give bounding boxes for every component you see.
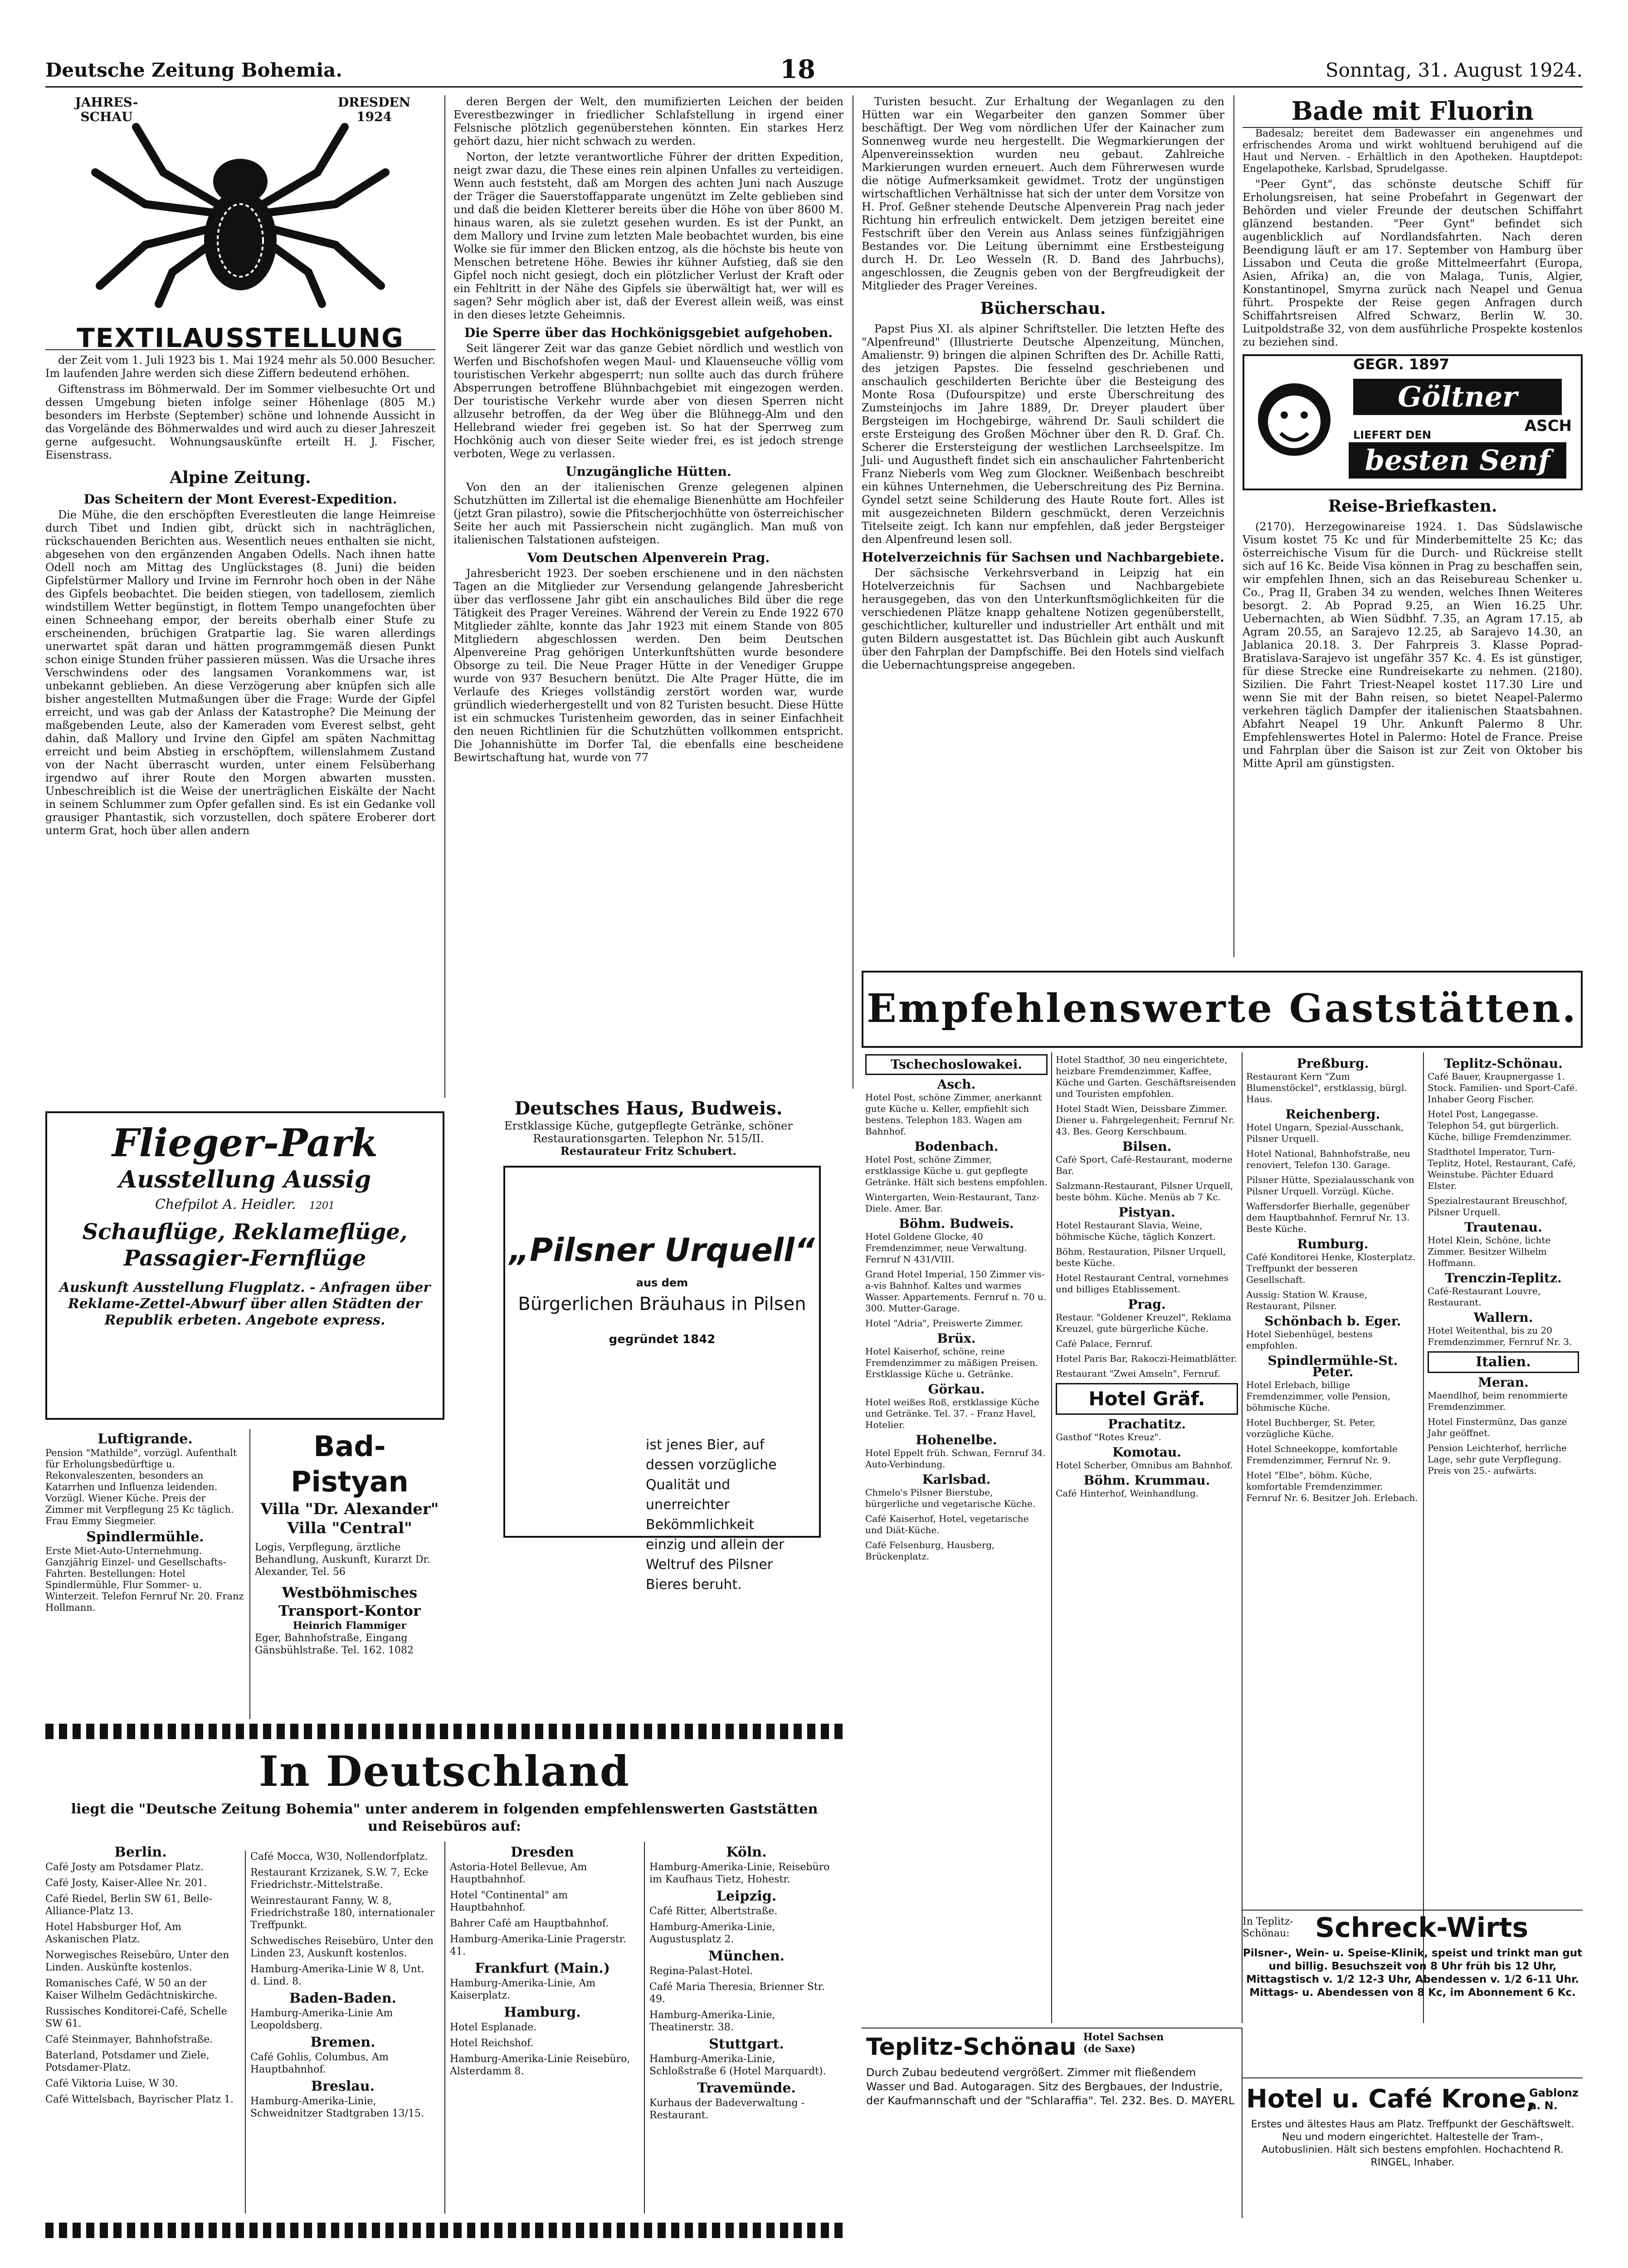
empf-city: Prag.	[1128, 1297, 1166, 1312]
list-item: Maendlhof, beim renommierte Fremdenzimmer.	[1428, 1390, 1568, 1412]
list-item: Hamburg-Amerika-Linie, Schloßstraße 6 (Hotel Marquardt).	[649, 2053, 826, 2077]
list-item: Café Viktoria Luise, W 30.	[45, 2078, 178, 2089]
column-2	[453, 95, 843, 1089]
krone-city: Gablonz a. N.	[1529, 2087, 1579, 2112]
list-item: Hamburg-Amerika-Linie W 8, Unt. d. Lind. 8.	[250, 1964, 424, 1987]
bohmerwald-article: Giftenstrass im Böhmerwald. Der im Sommer vielbesuchte Ort und dessen Umgebung bieten infolge seiner Höhenlage (805 M.) besonders im Herbste (September) schöne und lohnende Aussicht in das Vorgelände des Böhmerwaldes und wird auch zu dieser Jahreszeit gerne aufgesucht. Wohnungsauskünfte erteilt H. J. Fischer, Eisenstrass.	[45, 383, 435, 461]
list-item: Hotel Reichshof.	[450, 2038, 534, 2049]
everest-article: Die Mühe, die den erschöpften Everestleuten die lange Heimreise durch Tibet und Indien gibt, drückt sich in nachträglichen, rückschauenden Berichten aus. Wesentlich neues enthalten sie nicht, abgesehen von den ergänzenden Angaben Odells. Nach ihnen hatte Odell noch am Mittag des Unglückstages (8. Juni) die beiden Gipfelstürmer Mallory und Irvine im Fernrohr hoch oben in der Nähe des Gipfels beobachtet. Die beiden stiegen, von tadellosem, ziemlich windstillem Wetter begünstigt, in flottem Tempo unangefochten über einen Schneehang empor, der bereits oberhalb einer Stufe zu erscheinenden, brüchigen Gratpartie lag. Sie waren allerdings unerwartet spät daran und hätten programmgemäß diesen Punkt schon einige Stunden früher passieren müssen. Was die Ursache ihres Verschwindens oder des langsamen Vorankommens war, ist unbekannt geblieben. An diese Verzögerung aber knüpfen sich alle bisher angestellten Mutmaßungen über die Frage: Wurde der Gipfel erreicht, und was gab der Anlass der Katastrophe? Die Meinung der maßgebenden Leute, also der Kameraden vom Everest selbst, geht dahin, daß Mallory und Irvine den Gipfel am späten Nachmittag erreicht und beim Abstieg in erschöpftem, willenslahmem Zustand von der Nacht überrascht wurden, unter einem Felsüberhang irgendwo auf ihrer Route den Morgen abwarten mussten. Unbeschreiblich ist die Weise der unerträglichen Eiskälte der Nacht in seinem Schlummer zum Opfer gefallen sind. Es ist ein Gedanke voll grausiger Phantastik, sich vorzustellen, doch spätere Eroberer dort unterm Grat, hoch über allen andern	[45, 508, 435, 837]
newspaper-page	[45, 54, 1583, 2268]
list-item: Hotel Restaurant Central, vornehmes und billiges Etablissement.	[1056, 1272, 1229, 1295]
list-item: Astoria-Hotel Bellevue, Am Hauptbahnhof.	[450, 1862, 587, 1885]
westboehm-sub: Heinrich Flammiger	[292, 1620, 407, 1632]
list-item: Hotel Kaiserhof, schöne, reine Fremdenzimmer zu mäßigen Preisen. Erstklassige Küche u. Getränke.	[865, 1346, 1038, 1379]
pilsner-gegruendet: gegründet 1842	[609, 1333, 716, 1346]
empf-column-1	[862, 1052, 1052, 2023]
list-item: Hotel Erlebach, billige Fremdenzimmer, volle Pension, böhmische Küche.	[1246, 1379, 1391, 1413]
list-item: Hamburg-Amerika-Linie Am Leopoldsberg.	[250, 2008, 393, 2031]
fluorin-ad-text: Badesalz; bereitet dem Badewasser ein angenehmes und erfrischendes Aroma und wirkt wohltuend beruhigend auf die Haut und Nerven. - Erhältlich in den Apotheken. Hauptdepot: Engelapotheke, Karlsbad, Sprudelgasse.	[1243, 128, 1583, 175]
column-4	[1243, 95, 1583, 957]
list-item: Hotel Stadt Wien, Deissbare Zimmer. Diener u. Fahrgelegenheit; Fernruf Nr. 43. Bes. Georg Kerschbaum.	[1056, 1103, 1235, 1137]
schreck-prefix: In Teplitz-Schönau:	[1243, 1916, 1293, 1939]
list-item: Hamburg-Amerika-Linie, Am Kaiserplatz.	[450, 1978, 596, 2001]
textil-intro: der Zeit vom 1. Juli 1923 bis 1. Mai 1924 mehr als 50.000 Besucher. Im laufenden Jahre werden sich diese Ziffern bedeutend erhöhen.	[45, 354, 435, 380]
germany-column-4	[644, 1842, 843, 2214]
list-item: Salzmann-Restaurant, Pilsner Urquell, beste böhm. Küche. Menüs ab 7 Kc.	[1056, 1180, 1233, 1202]
krone-text: Erstes und ältestes Haus am Platz. Treffpunkt der Geschäftswelt. Neu und modern eingerichtet. Haltestelle der Tram-, Autobuslinien. Hält sich bestens empfohlen. Hochachtend R. RINGEL, Inhaber.	[1251, 2119, 1574, 2168]
list-item: Café Steinmayer, Bahnhofstraße.	[45, 2034, 213, 2045]
list-item: Café Ritter, Albertstraße.	[649, 1906, 778, 1917]
schreck-title: Schreck-Wirts	[1315, 1912, 1529, 1944]
poster-title: TEXTILAUSSTELLUNG	[77, 323, 404, 353]
hotelverzeichnis-heading: Hotelverzeichnis für Sachsen und Nachbargebiete.	[862, 550, 1224, 565]
luftigrande-heading: Luftigrande.	[97, 1431, 193, 1447]
empf-city: Meran.	[1478, 1375, 1529, 1390]
list-item: Hotel Stadthof, 30 neu eingerichtete, heizbare Fremdenzimmer, Kaffee, Küche und Garten. Geschäftsreisenden und Touristen empfohlen.	[1056, 1054, 1236, 1099]
flieger-body: Schauflüge, Reklameflüge, Passagier-Fernflüge	[82, 1219, 408, 1271]
empfehlenswerte-title: Empfehlenswerte Gaststätten.	[867, 986, 1578, 1031]
list-item: Café Riedel, Berlin SW 61, Belle-Alliance-Platz 13.	[45, 1893, 213, 1917]
list-item: Hotel Finstermünz, Das ganze Jahr geöffnet.	[1428, 1416, 1567, 1438]
goltner-asch: ASCH	[1524, 417, 1572, 435]
germany-column-1	[45, 1842, 236, 2214]
list-item: Café Josty, Kaiser-Allee Nr. 201.	[45, 1877, 207, 1889]
germany-city: München.	[708, 1948, 785, 1964]
goltner-senf-ad	[1243, 354, 1583, 490]
list-item: Hotel Goldene Glocke, 40 Fremdenzimmer, neue Verwaltung. Fernruf N 431/VIII.	[865, 1231, 1027, 1265]
list-item: Pension Leichterhof, herrliche Lage, sehr gute Verpflegung. Preis von 25.- aufwärts.	[1428, 1442, 1567, 1476]
everest-continued: deren Bergen der Welt, den mumifizierten Leichen der beiden Everestbezwinger in friedlicher Schlafstellung in irgend einer Felsnische plötzlich gegenüberstehen könnten. Ein starkes Herz gehört dazu, hier nicht schwach zu werden.	[453, 95, 843, 147]
italien-label: Italien.	[1428, 1351, 1579, 1373]
pistyan-villa-2: Villa "Central"	[287, 1519, 412, 1537]
list-item: Café Bauer, Kraupnergasse 1. Stock. Familien- und Sport-Café. Inhaber Georg Fischer.	[1428, 1071, 1578, 1105]
list-item: Café Wittelsbach, Bayrischer Platz 1.	[45, 2094, 234, 2105]
deutschland-title: In Deutschland	[258, 1747, 630, 1796]
budweis-text: Erstklassige Küche, gutgepflegte Getränke, schöner Restaurationsgarten. Telephon Nr. 515/II.	[504, 1119, 793, 1145]
empf-column-2	[1052, 1052, 1243, 2023]
empf-city: Schönbach b. Eger.	[1264, 1314, 1401, 1329]
list-item: Hotel Ungarn, Spezial-Ausschank, Pilsner Urquell.	[1246, 1122, 1404, 1144]
germany-city: Breslau.	[311, 2078, 375, 2094]
empfehlenswerte-banner	[862, 971, 1583, 1048]
header-date: Sonntag, 31. August 1924.	[1325, 59, 1583, 81]
empf-column-4	[1424, 1052, 1583, 1905]
empf-city: Trenczin-Teplitz.	[1445, 1271, 1562, 1286]
empf-city: Pistyan.	[1118, 1205, 1175, 1220]
huetten-heading: Unzugängliche Hütten.	[565, 464, 731, 479]
column-1	[45, 95, 435, 1098]
flieger-title: Flieger-Park	[112, 1120, 378, 1165]
header-title: Deutsche Zeitung Bohemia.	[45, 59, 342, 81]
flieger-number: 1201	[309, 1200, 335, 1212]
small-ads-right	[249, 1429, 444, 1719]
list-item: Baterland, Potsdamer und Ziele, Potsdamer-Platz.	[45, 2050, 210, 2073]
empf-city: Wallern.	[1473, 1310, 1533, 1325]
list-item: Café Kaiserhof, Hotel, vegetarische und Diät-Küche.	[865, 1513, 1029, 1535]
hotel-graf-ad: Hotel Gräf.	[1056, 1383, 1238, 1415]
list-item: Schwedisches Reisebüro, Unter den Linden 23, Auskunft kostenlos.	[250, 1936, 434, 1959]
list-item: Spezialrestaurant Breuschhof, Pilsner Urquell.	[1428, 1195, 1568, 1217]
pilsner-text: ist jenes Bier, auf dessen vorzügliche Qualität und unerreichter Bekömmlichkeit einzig und allein der Weltruf des Pilsner Bieres beruht.	[646, 1437, 785, 1593]
list-item: Hotel Siebenhügel, bestens empfohlen.	[1246, 1329, 1373, 1351]
pilsner-title: „Pilsner Urquell“	[509, 1232, 815, 1269]
empf-city: Görkau.	[928, 1382, 985, 1397]
list-item: Hotel Buchberger, St. Peter, vorzügliche Küche.	[1246, 1417, 1376, 1439]
empf-city: Spindlermühle-St. Peter.	[1267, 1353, 1398, 1379]
list-item: Gasthof "Rotes Kreuz".	[1056, 1432, 1161, 1442]
list-item: Hamburg-Amerika-Linie Pragerstr. 41.	[450, 1934, 626, 1957]
luftigrande-text: Pension "Mathilde", vorzügl. Aufenthalt für Erholungsbedürftige u. Rekonvaleszenten, besonders an Katarrhen und Influenza leidenden. Vorzügl. Wiener Küche. Preis der Zimmer mit Verpflegung 25 Kc täglich. Frau Emmy Siegmeier.	[45, 1447, 237, 1526]
list-item: Hamburg-Amerika-Linie, Theatinerstr. 38.	[649, 2009, 775, 2033]
ornament-stripe	[45, 2223, 843, 2238]
germany-column-3	[444, 1842, 635, 2214]
empf-city: Böhm. Budweis.	[899, 1216, 1014, 1231]
list-item: Weinrestaurant Fanny, W. 8, Friedrichstraße 180, internationaler Treffpunkt.	[250, 1895, 435, 1931]
list-item: Grand Hotel Imperial, 150 Zimmer vis-a-vis Bahnhof. Kaltes und warmes Wasser. Appartements. Fernruf n. 70 u. 300. Mutter-Garage.	[865, 1269, 1047, 1314]
schreck-wirts-header	[1243, 1911, 1583, 1947]
list-item: Café-Restaurant Louvre, Restaurant.	[1428, 1286, 1541, 1308]
goltner-year: GEGR. 1897	[1353, 356, 1449, 373]
empf-city: Rumburg.	[1297, 1237, 1369, 1251]
fluorin-ad-title: Bade mit Fluorin	[1243, 95, 1583, 128]
spindlermuehle-heading: Spindlermühle.	[86, 1529, 204, 1545]
sperre-heading: Die Sperre über das Hochkönigsgebiet aufgehoben.	[464, 325, 833, 340]
small-ads-left	[45, 1429, 245, 1719]
germany-city: Köln.	[726, 1844, 767, 1860]
list-item: Café Josty am Potsdamer Platz.	[45, 1862, 204, 1873]
spindlermuehle-text: Erste Miet-Auto-Unternehmung. Ganzjährig Einzel- und Gesellschafts-Fahrten. Bestellungen: Hotel Spindlermühle, Flur Sommer- u. Winterzeit. Telefon Fernruf Nr. 20. Franz Hollmann.	[45, 1545, 244, 1613]
flieger-chefpilot	[54, 1197, 435, 1212]
list-item: Chmelo's Pilsner Bierstube, bürgerliche und vegetarische Küche.	[865, 1487, 1036, 1509]
empf-city: Teplitz-Schönau.	[1444, 1056, 1563, 1071]
list-item: Hotel Esplanade.	[450, 2022, 537, 2033]
list-item: Hotel Post, Langegasse. Telephon 54, gut bürgerlich. Küche, billige Fremdenzimmer.	[1428, 1109, 1572, 1142]
flieger-chef: Chefpilot A. Heidler.	[155, 1197, 296, 1212]
empf-column-3	[1243, 1052, 1424, 2023]
briefkasten-heading: Reise-Briefkasten.	[1328, 497, 1497, 516]
list-item: Kurhaus der Badeverwaltung - Restaurant.	[649, 2097, 805, 2121]
list-item: Hotel Schneekoppe, komfortable Fremdenzimmer, Fernruf Nr. 9.	[1246, 1443, 1398, 1466]
germany-city: Baden-Baden.	[289, 1990, 397, 2006]
norton-article: Norton, der letzte verantwortliche Führer der dritten Expedition, neigt zwar dazu, die These eines rein alpinen Unfalles zu verteidigen. Wenn auch feststeht, daß am Morgen des achten Juni nach Auszuge der Träger die Sauerstoffapparate ungenützt im Zelte geblieben sind und daß die beiden Kletterer bereits über die Höhe von über 8600 M. hinaus waren, als sie zuletzt gesehen wurden. Es ist der Punkt, an dem Mallory und Irvine zum letzten Male beobachtet wurden, bis eine Wolke sie für immer den Blicken entzog, als die höchste bis heute von Menschen betretene Höhe. Bewies ihr kühner Aufstieg, daß sie den Gipfel noch nicht gesiegt, doch ein plötzlicher Verlust der Kraft oder ein Fehltritt in der Nähe des Gipfels sie überwältigt hat, wer will es sagen? Sehr möglich aber ist, daß der Everest allein weiß, was einst in den dieses letzte Geheimnis.	[453, 151, 843, 321]
list-item: Café Gohlis, Columbus, Am Hauptbahnhof.	[250, 2052, 389, 2075]
column-3	[862, 95, 1224, 957]
list-item: Bahrer Café am Hauptbahnhof.	[450, 1918, 609, 1929]
column-rule	[1233, 95, 1234, 957]
teplitz-sachsen-ad	[862, 2028, 1243, 2218]
teplitz-hotel: Hotel Sachsen (de Saxe)	[1083, 2031, 1164, 2055]
peer-gynt-article: "Peer Gynt", das schönste deutsche Schiff für Erholungsreisen, hat seine Probefahrt in Gegenwart der Behörden und vieler Freunde der deutschen Schiffahrt glänzend bestanden. "Peer Gynt" befindet sich augenblicklich auf Nordlandsfahrten. Nach deren Beendigung läuft er am 17. September von Hamburg über Lissabon und Ceuta die große Mittelmeerfahrt (Europa, Asien, Afrika) an, die von Malaga, Tunis, Algier, Konstantinopel, Smyrna zurück nach Neapel und Genua führt. Prospekte der Reise gegen Anfragen durch Schiffahrtsreisen Alfred Schwarz, Berlin W. 30. Luitpoldstraße 32, von dem ausführliche Prospekte kostenlos zu beziehen sind.	[1243, 178, 1583, 348]
germany-city: Dresden	[511, 1844, 574, 1860]
buecher-heading: Bücherschau.	[980, 299, 1106, 318]
huetten-article: Von den an der italienischen Grenze gelegenen alpinen Schutzhütten im Zillertal ist die ehemalige Bienenhütte am Hochfeiler (jetzt Gran pilastro), sowie die Pfitscherjochhütte von österreichischer Seite her auch mit Passierschein nicht zugänglich. Man muß von italienischen Talstationen aufsteigen.	[453, 481, 843, 546]
goltner-name: Göltner	[1353, 379, 1562, 415]
everest-heading: Das Scheitern der Mont Everest-Expedition.	[83, 492, 397, 507]
list-item: Hotel "Adria", Preiswerte Zimmer.	[865, 1318, 1024, 1329]
list-item: Hotel Paris Bar, Rakoczi-Heimatblätter.	[1056, 1353, 1237, 1364]
schreck-text: Pilsner-, Wein- u. Speise-Klinik, speist und trinkt man gut und billig. Besuchszeit von 8 Uhr früh bis 12 Uhr, Mittagstisch v. 1/2 12-3 Uhr, Abendessen v. 1/2 6-11 Uhr. Mittags- u. Abendessen von 8 Kc, im Abonnement 6 Kc.	[1243, 1947, 1583, 1999]
pistyan-villa-1: Villa "Dr. Alexander"	[260, 1500, 439, 1518]
hotelverzeichnis-article: Der sächsische Verkehrsverband in Leipzig hat ein Hotelverzeichnis für Sachsen und Nachbargebiete herausgegeben, das von den Unterkunftsmöglichkeiten für die verschiedenen Plätze knapp gehaltene Notizen gegenüberstellt, geschichtlicher, kultureller und industrieller Art enthält und mit guten Bildern ausgestattet ist. Das Büchlein gibt auch Auskunft über den Fahrplan der Dampfschiffe. Bei den Hotels sind vielfach die Uebernachtungspreise angegeben.	[862, 567, 1224, 671]
list-item: Russisches Konditorei-Café, Schelle SW 61.	[45, 2006, 227, 2029]
empf-city: Bilsen.	[1122, 1139, 1172, 1154]
empf-city: Böhm. Krummau.	[1083, 1473, 1210, 1488]
page-header	[45, 54, 1583, 88]
empf-city: Komotau.	[1112, 1445, 1181, 1460]
empf-city: Asch.	[937, 1077, 976, 1092]
krone-title: Hotel u. Café Krone,	[1246, 2084, 1536, 2114]
pilsner-aus: aus dem	[636, 1276, 688, 1289]
deutschland-subtitle: liegt die "Deutsche Zeitung Bohemia" unter anderem in folgenden empfehlenswerten Gaststätten und Reisebüros auf:	[71, 1801, 818, 1834]
westboehm-text: Eger, Bahnhofstraße, Eingang Gänsbühlstraße. Tel. 162. 1082	[255, 1633, 414, 1656]
list-item: Hamburg-Amerika-Linie, Augustusplatz 2.	[649, 1921, 775, 1945]
buecher-article: Papst Pius XI. als alpiner Schriftsteller. Die letzten Hefte des "Alpenfreund" (Illustrierte Deutsche Alpenzeitung, München, Amalienstr. 9) bringen die alpinen Schriften des Dr. Achille Ratti, des jetzigen Papstes. Die fesselnd geschriebenen und anschaulich geschilderten Berichte über die Besteigung des Monte Rosa (Dufourspitze) und erste Überschreitung des Zumsteinjochs im Jahre 1889, Dr. Dreyer plaudert über Bergsteigen im Hochgebirge, während Dr. Sauli schildert die erste Ersteigung des Großen Möchner über den R. D. Graf. Ch. Scherer die Erstersteigung der westlichen Larchseelspitze. Im Juli- und Augustheft findet sich ein anschaulicher Fahrtenbericht Franz Nieberls vom Weg zum Glockner. Weißenbach beschreibt ein kühnes Unternehmen, die Ueberschreitung des Piz Bernina. Gyndel setzt seine Schilderung des Haute Route fort. Alles ist mit ausgezeichneten Bildern geschmückt, deren Verzeichnis Titelseite zeigt. Ich kann nur empfehlen, daß jeder Bergsteiger den Alpenfreund lesen soll.	[862, 323, 1224, 546]
sperre-article: Seit längerer Zeit war das ganze Gebiet nördlich und westlich von Werfen und Bischofshofen wegen Maul- und Klauenseuche völlig vom touristischen Verkehr abgesperrt; nun sollte auch das durch frühere Absperrungen betroffene Blühnbachgebiet mit eingezogen werden. Der touristische Verkehr wurde aber von diesen Sperren nicht allzusehr betroffen, da der Weg über die Blühnegg-Alm und den Hellebrand wieder frei gegeben ist. So hat der Sperrweg zum Hochkönig auch von dieser Seite wieder frei, es ist jedoch strenge verboten, Wege zu verlassen.	[453, 342, 843, 460]
list-item: Regina-Palast-Hotel.	[649, 1965, 753, 1977]
teplitz-title: Teplitz-Schönau	[866, 2033, 1077, 2061]
germany-city: Stuttgart.	[709, 2036, 784, 2052]
poster-dresden: DRESDEN 1924	[337, 95, 411, 124]
empf-city: Trautenau.	[1464, 1220, 1542, 1235]
list-item: Hotel Klein, Schöne, lichte Zimmer. Besitzer Wilhelm Hoffmann.	[1428, 1235, 1551, 1268]
list-item: Waffersdorfer Bierhalle, gegenüber dem Hauptbahnhof. Fernruf Nr. 13. Beste Küche.	[1246, 1201, 1410, 1234]
list-item: Böhm. Restauration, Pilsner Urquell, beste Küche.	[1056, 1246, 1226, 1268]
list-item: Aussig: Station W. Krause, Restaurant, Pilsner.	[1246, 1289, 1368, 1311]
prag-continued: Turisten besucht. Zur Erhaltung der Weganlagen zu den Hütten war ein Wegarbeiter den ganzen Sommer über beschäftigt. Der Weg vom nördlichen Ufer der Kainacher zum Sonnenweg wurde neu hergestellt. Die Wegmarkierungen der Alpenvereinssektion wurden neu gebaut. Zahlreiche Markierungen wurden erneuert. Auch dem Führerwesen wurde die nötige Aufmerksamkeit gewidmet. Trotz der ungünstigen wirtschaftlichen Verhältnisse hat sich der unter dem Vorsitze von H. Prof. Geßner stehende Deutsche Alpenverein Prag nach jeder Richtung hin erfreulich entwickelt. Dem jetzigen bereitet eine Festschrift über den Verein aus Anlass seines fünfzigjährigen Bestandes vor. Die Leitung übernimmt eine Erstbesteigung durch H. Dr. Leo Wesseln (R. D. Band des Jahrbuchs), angeschlossen, die Zeugnis geben von der Bergfreudigkeit der Mitglieder des Prager Vereines.	[862, 95, 1224, 292]
pilsner-brauhaus: Bürgerlichen Bräuhaus in Pilsen	[518, 1294, 806, 1315]
tschechoslowakei-label: Tschechoslowakei.	[865, 1054, 1048, 1075]
list-item: Hotel Eppelt früh. Schwan, Fernruf 34. Auto-Verbindung.	[865, 1447, 1046, 1470]
list-item: Hotel Habsburger Hof, Am Askanischen Platz.	[45, 1921, 181, 1945]
list-item: Café Mocca, W30, Nollendorfplatz.	[250, 1851, 428, 1862]
pilsner-urquell-ad	[503, 1166, 821, 1593]
list-item: Hamburg-Amerika-Linie, Reisebüro im Kaufhaus Tietz, Hohestr.	[649, 1862, 830, 1885]
germany-city: Frankfurt (Main.)	[474, 1960, 610, 1976]
list-item: Café Sport, Café-Restaurant, moderne Bar.	[1056, 1154, 1233, 1176]
budweis-owner: Restaurateur Fritz Schubert.	[560, 1144, 737, 1158]
germany-city: Hamburg.	[504, 2004, 581, 2020]
poster-jahresschau: JAHRES- SCHAU	[75, 95, 138, 124]
germany-city: Bremen.	[310, 2034, 375, 2050]
flieger-subtitle: Ausstellung Aussig	[118, 1166, 371, 1193]
flieger-auskunft: Auskunft Ausstellung Flugplatz. - Anfragen über Reklame-Zettel-Abwurf über allen Städten der Republik erbeten. Angebote express.	[59, 1280, 431, 1328]
krone-header	[1246, 2082, 1579, 2118]
list-item: Café Maria Theresia, Brienner Str. 49.	[649, 1981, 825, 2005]
empf-city: Prachatitz.	[1108, 1417, 1186, 1432]
list-item: Café Felsenburg, Hausberg, Brückenplatz.	[865, 1540, 995, 1562]
list-item: Pilsner Hütte, Spezialausschank von Pilsner Urquell. Vorzügl. Küche.	[1246, 1174, 1414, 1197]
list-item: Norwegisches Reisebüro, Unter den Linden. Auskünfte kostenlos.	[45, 1950, 229, 1973]
list-item: Hotel Post, schöne Zimmer, erstklassige Küche u. gut gepflegte Getränke. Hält sich bestens empfohlen.	[865, 1154, 1048, 1188]
column-rule	[444, 95, 445, 1098]
westboehm-title: Westböhmisches Transport-Kontor	[278, 1584, 421, 1619]
teplitz-text: Durch Zubau bedeutend vergrößert. Zimmer mit fließendem Wasser und Bad. Autogaragen. Sitz des Bergbaues, der Industrie, der Kaufmannschaft und der "Schlaraffia". Tel. 232. Bes. D. MAYERL	[866, 2066, 1235, 2107]
germany-city: Travemünde.	[697, 2080, 796, 2096]
ornament-stripe	[45, 1724, 843, 1739]
empf-city: Bodenbach.	[914, 1139, 999, 1154]
list-item: Café Hinterhof, Weinhandlung.	[1056, 1488, 1199, 1499]
list-item: Café Konditorei Henke, Klosterplatz. Treffpunkt der besseren Gesellschaft.	[1246, 1251, 1416, 1285]
prag-heading: Vom Deutschen Alpenverein Prag.	[527, 550, 770, 565]
prag-article: Jahresbericht 1923. Der soeben erschienene und in den nächsten Tagen an die Mitglieder zur Versendung gelangende Jahresbericht über das verflossene Jahr gibt ein anschauliches Bild über die rege Tätigkeit des Prager Vereines. Während der Verein zu Ende 1922 670 Mitglieder zählte, konnte das Jahr 1923 mit einem Stande von 805 Mitgliedern abgeschlossen werden. Den beim Deutschen Alpenvereine Prag gehörigen Unterkunftshütten wurde besondere Obsorge zu teil. Die Neue Prager Hütte in der Venediger Gruppe wurde von 937 Besuchern benützt. Die Alte Prager Hütte, die im Verlaufe des Krieges vollständig zerstört worden war, wurde gründlich wiederhergestellt und von 82 Turisten besucht. Diese Hütte ist ein schmuckes Turistenheim geworden, das in seiner Einfachheit den neuen Richtlinien für die Schutzhütten vollkommen entspricht. Die Johannishütte im Dorfer Tal, die ebenfalls eine bescheidene Bewirtschaftung hat, wurde von 77	[453, 567, 843, 764]
list-item: Wintergarten, Wein-Restaurant, Tanz-Diele. Amer. Bar.	[865, 1192, 1040, 1214]
pistyan-title: Bad-Pistyan	[291, 1430, 409, 1498]
list-item: Restaurant Krzizanek, S.W. 7, Ecke Friedrichstr.-Mittelstraße.	[250, 1867, 429, 1891]
empf-city: Reichenberg.	[1285, 1107, 1380, 1122]
empf-city: Hohenelbe.	[916, 1432, 997, 1447]
list-item: Restaurant "Zwei Amseln", Fernruf.	[1056, 1368, 1220, 1379]
budweis-ad	[453, 1098, 843, 1161]
goltner-liefert: LIEFERT DEN	[1353, 429, 1431, 441]
list-item: Hotel "Continental" am Hauptbahnhof.	[450, 1890, 568, 1913]
list-item: Hotel weißes Roß, erstklassige Küche und Getränke. Tel. 37. - Franz Havel, Hotelier.	[865, 1397, 1039, 1430]
list-item: Restaur. "Goldener Kreuzel", Reklama Kreuzel, gute bürgerliche Küche.	[1056, 1312, 1232, 1334]
pistyan-text: Logis, Verpflegung, ärztliche Behandlung, Auskunft, Kurarzt Dr. Alexander, Tel. 56	[255, 1542, 430, 1578]
list-item: Hotel Restaurant Slavia, Weine, böhmische Küche, täglich Konzert.	[1056, 1220, 1216, 1242]
flieger-park-ad	[45, 1111, 444, 1420]
empf-city: Preßburg.	[1297, 1056, 1369, 1071]
alpine-heading: Alpine Zeitung.	[170, 468, 311, 487]
goltner-senf: besten Senf	[1349, 442, 1566, 479]
list-item: Hotel Post, schöne Zimmer, anerkannt gute Küche u. Keller, empfiehlt sich bestens. Telephon 183. Wagen am Bahnhof.	[865, 1092, 1042, 1137]
spider-illustration	[45, 109, 435, 308]
list-item: Hotel "Elbe", böhm. Küche, komfortable Fremdenzimmer. Fernruf Nr. 6. Besitzer Joh. Erlebach.	[1246, 1470, 1418, 1503]
germany-city: Leipzig.	[716, 1888, 777, 1904]
briefkasten-article: (2170). Herzegowinareise 1924. 1. Das Südslawische Visum kostet 75 Kc und für Minderbemittelte 25 Kc; das österreichische Visum für die Durch- und Rückreise stellt sich auf 16 Kc. Beide Visa können in Prag zu beschaffen sein, wir empfehlen Ihnen, sich an das Reisebureau Schenker u. Co., Prag II, Graben 34 zu wenden, welches Ihnen Weiteres besorgt. 2. Ab Poprad 9.25, an Wien 16.25 Uhr. Uebernachten, ab Wien Südbhf. 7.35, an Agram 17.15, ab Agram 20.55, an Sarajevo 12.25, ab Sarajevo 14.30, an Jablanica 20.18. 3. Der Fahrpreis 3. Klasse Poprad-Bratislava-Sarajevo ist ungefähr 357 Kc. 4. Es ist günstiger, für diese Strecke eine Rundreisekarte zu nehmen. (2180). Sizilien. Die Fahrt Triest-Neapel kostet 117.30 Lire und wenn Sie mit der Bahn reisen, so bietet Neapel-Palermo verkehren täglich Dampfer der italienischen Staatsbahnen. Abfahrt Neapel 19 Uhr. Ankunft Palermo 8 Uhr. Empfehlenswertes Hotel in Palermo: Hotel de France. Preise und Fahrplan über die Saison ist zur Zeit von Oktober bis Mitte April am günstigsten.	[1243, 520, 1583, 770]
goltner-face-icon	[1249, 370, 1340, 469]
list-item: Romanisches Café, W 50 an der Kaiser Wilhelm Gedächtniskirche.	[45, 1978, 218, 2001]
schreck-wirts-ad	[1243, 1910, 1583, 2074]
germany-column-2	[245, 1851, 435, 2214]
list-item: Café Palace, Fernruf.	[1056, 1338, 1153, 1349]
list-item: Restaurant Kern "Zum Blumenstöckel", erstklassig, bürgl. Haus.	[1246, 1071, 1407, 1105]
krone-ad	[1243, 2077, 1583, 2218]
page-number: 18	[780, 54, 815, 84]
textil-poster	[45, 95, 435, 353]
empf-city: Brüx.	[937, 1331, 976, 1346]
list-item: Hamburg-Amerika-Linie, Schweidnitzer Stadtgraben 13/15.	[250, 2096, 424, 2119]
germany-city: Berlin.	[114, 1844, 167, 1860]
budweis-title: Deutsches Haus, Budweis.	[514, 1098, 783, 1119]
empf-city: Karlsbad.	[922, 1472, 991, 1487]
list-item: Hotel National, Bahnhofstraße, neu renoviert, Telefon 130. Garage.	[1246, 1148, 1410, 1170]
list-item: Hotel Weitenthal, bis zu 20 Fremdenzimmer, Fernruf Nr. 3.	[1428, 1325, 1572, 1347]
list-item: Hotel Scherber, Omnibus am Bahnhof.	[1056, 1460, 1233, 1471]
list-item: Hamburg-Amerika-Linie Reisebüro, Alsterdamm 8.	[450, 2053, 630, 2077]
list-item: Stadthotel Imperator, Turn-Teplitz, Hotel, Restaurant, Café, Weinstube. Pächter Eduard Elster.	[1428, 1146, 1576, 1191]
